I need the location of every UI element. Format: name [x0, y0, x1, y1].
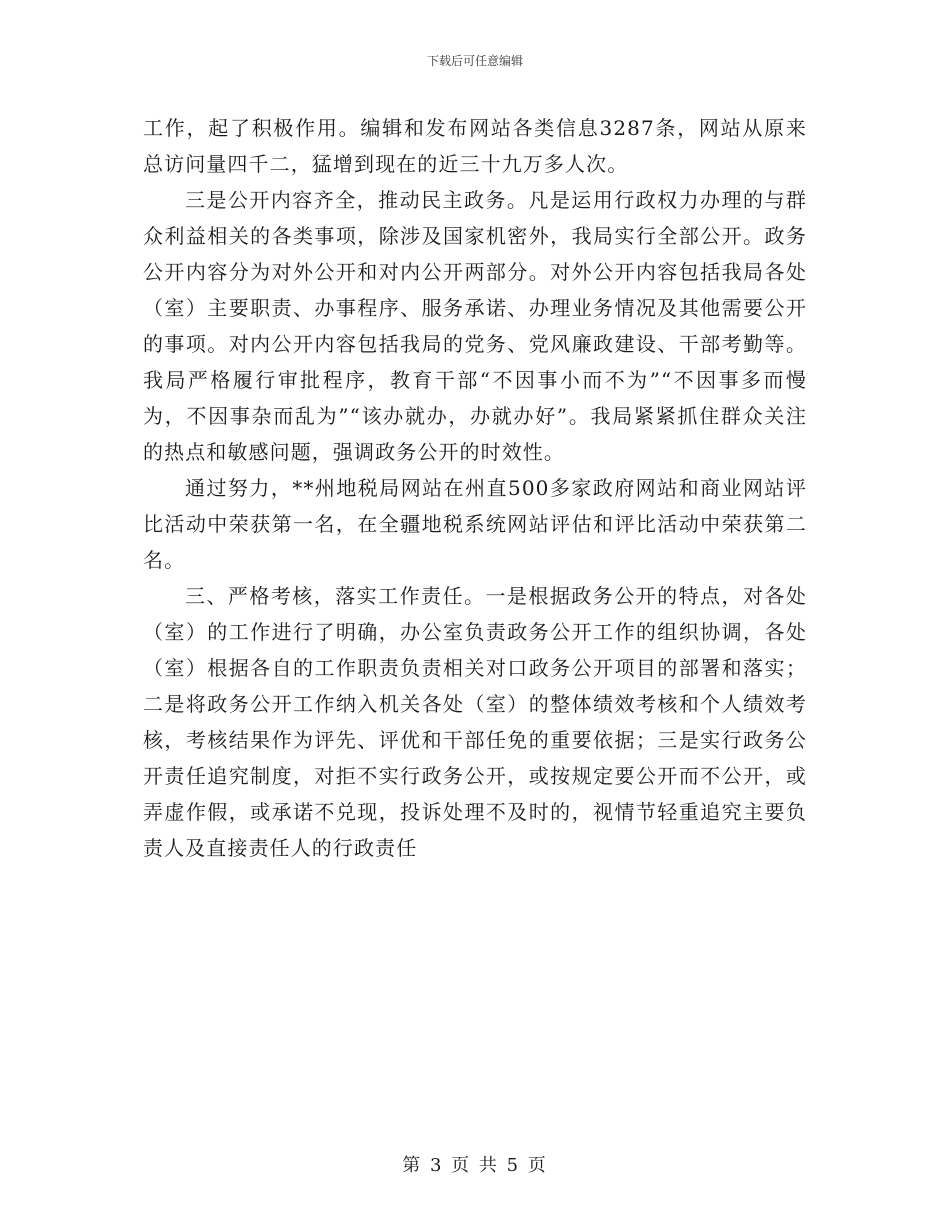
paragraph-continued: 工作，起了积极作用。编辑和发布网站各类信息3287条，网站从原来总访问量四千二，猛增到现在的近三十九万多人次。 [143, 116, 807, 176]
paragraph-achievement: 通过努力，**州地税局网站在州直500多家政府网站和商业网站评比活动中荣获第一名，在全疆地税系统网站评估和评比活动中荣获第二名。 [143, 476, 807, 572]
paragraph-assessment: 三、严格考核，落实工作责任。一是根据政务公开的特点，对各处（室）的工作进行了明确，办公室负责政务公开工作的组织协调，各处（室）根据各自的工作职责负责相关对口政务公开项目的部署和落实；二是将政务公开工作纳入机关各处（室）的整体绩效考核和个人绩效考核，考核结果作为评先、评优和干部任免的重要依据；三是实行政务公开责任追究制度，对拒不实行政务公开，或按规定要公开而不公开，或弄虚作假，或承诺不兑现，投诉处理不及时的，视情节轻重追究主要负责人及直接责任人的行政责任 [143, 584, 807, 860]
header-note: 下载后可任意编辑 [426, 54, 523, 68]
page-number-footer: 第 3 页 共 5 页 [402, 1155, 548, 1176]
body-text [143, 110, 807, 866]
paragraph-public-content: 三是公开内容齐全，推动民主政务。凡是运用行政权力办理的与群众利益相关的各类事项，除涉及国家机密外，我局实行全部公开。政务公开内容分为对外公开和对内公开两部分。对外公开内容包括我局各处（室）主要职责、办事程序、服务承诺、办理业务情况及其他需要公开的事项。对内公开内容包括我局的党务、党风廉政建设、干部考勤等。我局严格履行审批程序，教育干部“不因事小而不为”“不因事多而慢为，不因事杂而乱为”“该办就办，办就办好”。我局紧紧抓住群众关注的热点和敏感问题，强调政务公开的时效性。 [143, 188, 807, 464]
